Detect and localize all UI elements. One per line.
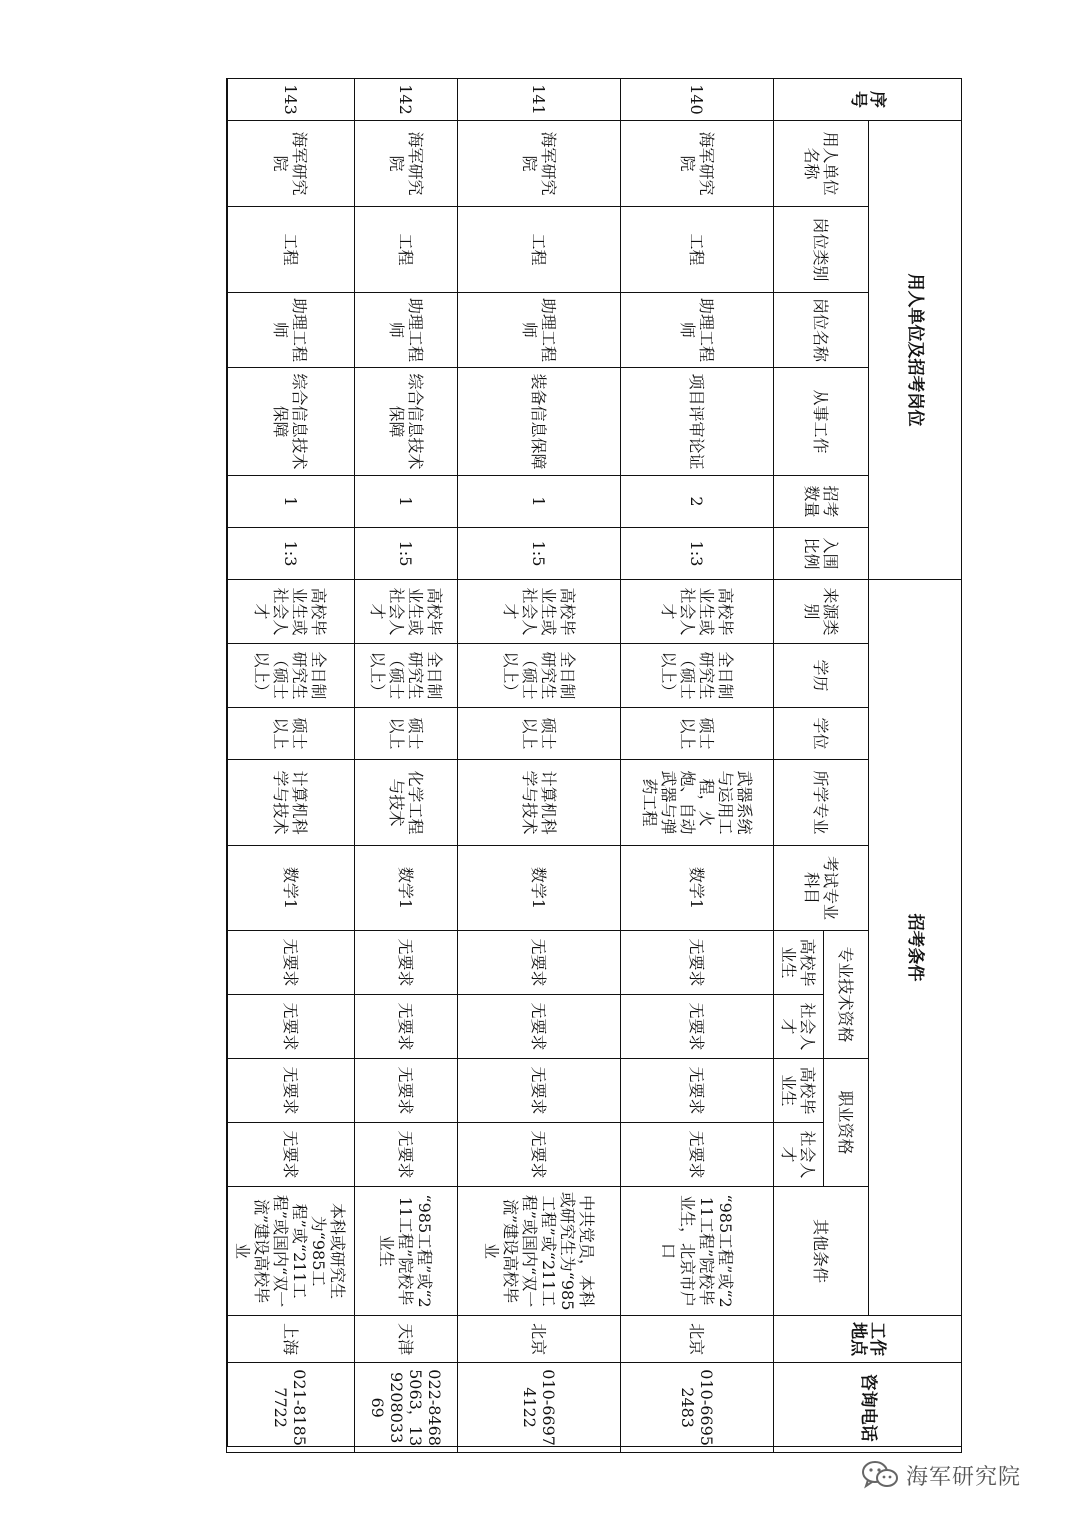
recruitment-table [226, 78, 962, 1453]
cell-unit: 海军研究院 [621, 121, 774, 207]
cell-job-social: 无要求 [621, 1123, 774, 1187]
header-exam: 考试专业科目 [774, 846, 869, 931]
cell-phone: 022-84685063，13920803369 [355, 1363, 458, 1453]
cell-job-social: 无要求 [355, 1123, 458, 1187]
header-seq: 序号 [774, 79, 962, 121]
cell-other: 本科或研究生为“985工程”或“211工程”或国内“双一流”建设高校毕业 [227, 1187, 355, 1316]
header-job-qual: 职业资格 [824, 1059, 869, 1187]
cell-major: 计算机科学与技术 [227, 760, 355, 846]
header-count: 招考数量 [774, 476, 869, 528]
cell-post: 助理工程师 [458, 293, 621, 368]
cell-ratio: 1:5 [355, 528, 458, 580]
cell-tech-grad: 无要求 [227, 931, 355, 995]
cell-location: 北京 [621, 1316, 774, 1363]
cell-unit: 海军研究院 [355, 121, 458, 207]
cell-ratio: 1:3 [621, 528, 774, 580]
cell-ratio: 1:5 [458, 528, 621, 580]
header-work-location: 工作地点 [774, 1316, 962, 1363]
header-education: 学历 [774, 644, 869, 708]
table-row [621, 79, 774, 1453]
cell-job-social: 无要求 [227, 1123, 355, 1187]
cell-degree: 硕士以上 [227, 708, 355, 760]
cell-source: 高校毕业生或社会人才 [355, 580, 458, 644]
cell-phone: 010-66974122 [458, 1363, 621, 1453]
cell-degree: 硕士以上 [621, 708, 774, 760]
header-other: 其他条件 [774, 1187, 869, 1316]
cell-source: 高校毕业生或社会人才 [227, 580, 355, 644]
cell-post: 助理工程师 [621, 293, 774, 368]
cell-tech-social: 无要求 [227, 995, 355, 1059]
header-source: 来源类别 [774, 580, 869, 644]
cell-job-grad: 无要求 [621, 1059, 774, 1123]
cell-tech-grad: 无要求 [458, 931, 621, 995]
cell-source: 高校毕业生或社会人才 [458, 580, 621, 644]
cell-type: 工程 [621, 207, 774, 293]
cell-location: 北京 [458, 1316, 621, 1363]
cell-seq: 142 [355, 79, 458, 121]
cell-type: 工程 [458, 207, 621, 293]
cell-job-grad: 无要求 [355, 1059, 458, 1123]
cell-count: 2 [621, 476, 774, 528]
cell-other: 中共党员，本科或研究生为“985工程”或“211工程”或国内“双一流”建设高校毕业 [458, 1187, 621, 1316]
cell-education: 全日制研究生（硕士以上） [227, 644, 355, 708]
cell-location: 天津 [355, 1316, 458, 1363]
cell-type: 工程 [355, 207, 458, 293]
cell-seq: 143 [227, 79, 355, 121]
cell-ratio: 1:3 [227, 528, 355, 580]
cell-major: 化学工程与技术 [355, 760, 458, 846]
header-tech-social: 社会人才 [774, 995, 824, 1059]
cell-work: 装备信息保障 [458, 368, 621, 476]
header-work: 从事工作 [774, 368, 869, 476]
table-row [355, 79, 458, 1453]
cell-other: “985工程”或“211工程”院校毕业生，北京市户口 [621, 1187, 774, 1316]
cell-tech-grad: 无要求 [621, 931, 774, 995]
header-job-grad: 高校毕业生 [774, 1059, 824, 1123]
cell-job-grad: 无要求 [458, 1059, 621, 1123]
cell-exam: 数学1 [458, 846, 621, 931]
cell-tech-social: 无要求 [621, 995, 774, 1059]
cell-phone: 010-66952483 [621, 1363, 774, 1453]
cell-seq: 140 [621, 79, 774, 121]
table-row [458, 79, 621, 1453]
cell-location: 上海 [227, 1316, 355, 1363]
cell-other: “985工程”或“211工程”院校毕业生 [355, 1187, 458, 1316]
cell-source: 高校毕业生或社会人才 [621, 580, 774, 644]
header-phone: 咨询电话 [774, 1363, 962, 1453]
cell-education: 全日制研究生（硕士以上） [355, 644, 458, 708]
wechat-icon [860, 1459, 900, 1491]
header-post-type: 岗位类别 [774, 207, 869, 293]
cell-work: 项目评审论证 [621, 368, 774, 476]
cell-work: 综合信息技术保障 [355, 368, 458, 476]
watermark-text: 海军研究院 [906, 1464, 1022, 1490]
cell-degree: 硕士以上 [458, 708, 621, 760]
header-degree: 学位 [774, 708, 869, 760]
cell-post: 助理工程师 [355, 293, 458, 368]
cell-exam: 数学1 [227, 846, 355, 931]
header-group-employer: 用人单位及招考岗位 [869, 121, 962, 580]
cell-exam: 数学1 [355, 846, 458, 931]
header-unit-name: 用人单位名称 [774, 121, 869, 207]
cell-phone: 021-81857722 [227, 1363, 355, 1453]
cell-count: 1 [355, 476, 458, 528]
cell-education: 全日制研究生（硕士以上） [621, 644, 774, 708]
cell-exam: 数学1 [621, 846, 774, 931]
cell-post: 助理工程师 [227, 293, 355, 368]
header-ratio: 入围比例 [774, 528, 869, 580]
cell-tech-grad: 无要求 [355, 931, 458, 995]
cell-work: 综合信息技术保障 [227, 368, 355, 476]
cell-major: 武器系统与运用工程，火炮、自动武器与弹药工程 [621, 760, 774, 846]
recruitment-table-rotated [227, 78, 962, 1447]
header-tech-grad: 高校毕业生 [774, 931, 824, 995]
cell-major: 计算机科学与技术 [458, 760, 621, 846]
watermark [860, 1455, 1060, 1495]
cell-count: 1 [458, 476, 621, 528]
cell-tech-social: 无要求 [355, 995, 458, 1059]
cell-degree: 硕士以上 [355, 708, 458, 760]
header-tech-qual: 专业技术资格 [824, 931, 869, 1059]
header-post-name: 岗位名称 [774, 293, 869, 368]
table-row [227, 79, 355, 1453]
cell-seq: 141 [458, 79, 621, 121]
cell-type: 工程 [227, 207, 355, 293]
cell-job-grad: 无要求 [227, 1059, 355, 1123]
cell-unit: 海军研究院 [458, 121, 621, 207]
header-job-social: 社会人才 [774, 1123, 824, 1187]
cell-education: 全日制研究生（硕士以上） [458, 644, 621, 708]
cell-count: 1 [227, 476, 355, 528]
cell-unit: 海军研究院 [227, 121, 355, 207]
cell-job-social: 无要求 [458, 1123, 621, 1187]
cell-tech-social: 无要求 [458, 995, 621, 1059]
header-major: 所学专业 [774, 760, 869, 846]
header-group-conditions: 招考条件 [869, 580, 962, 1316]
